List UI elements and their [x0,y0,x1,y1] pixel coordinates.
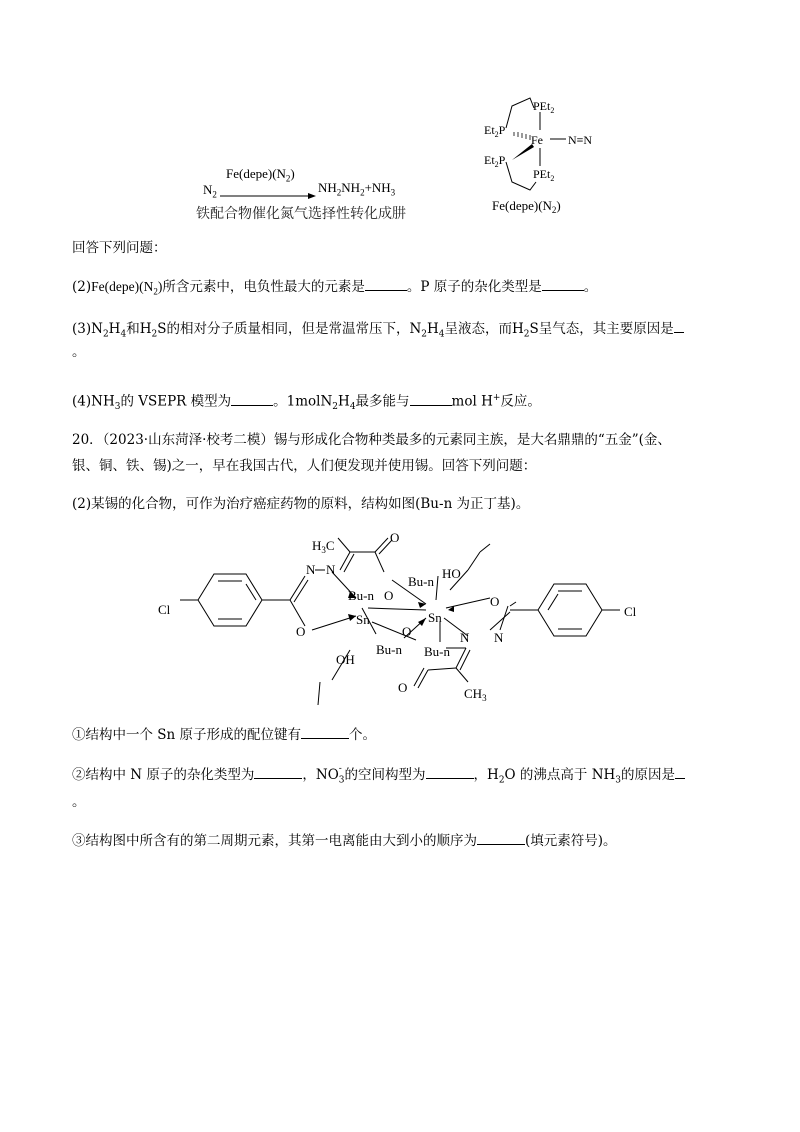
blank-2[interactable] [542,276,584,291]
n-atom-1: N [306,562,316,577]
et2p-upper: Et [484,123,495,137]
sn-atom-left: Sn [356,612,370,627]
svg-text:Fe(depe)(N2): $Fe(depe)(N_2)$ [492,198,561,215]
question-20-line2: 银、铜、铁、锡)之一，早在我国古代，人们便发现并使用锡。回答下列问题： [72,458,537,474]
blank-5[interactable] [410,391,452,406]
n-atom-2: N [326,562,336,577]
butyl-upper-left: Bu-n [348,588,374,603]
ethylene-bridge-top [506,98,534,128]
bridging-o-upper: O [384,588,394,603]
complex-caption: Fe(depe)(N [492,198,552,213]
n-atom-4: N [494,630,504,645]
item-3: ③结构图中所含有的第二周期元素，其第一电离能由大到小的顺序为 (填元素符号)。 [72,830,617,851]
sn-atom-right: Sn [428,610,442,625]
benzene-ring-left [198,574,262,626]
butyl-lower-right: Bu-n [424,644,450,659]
svg-text:CH3: $CH_3$ [464,686,487,703]
blank-8[interactable] [426,764,474,779]
pet2-top: PEt [533,99,551,113]
item-1: ①结构中一个 Sn 原子形成的配位键有 个。 [72,724,376,745]
reaction-scheme [196,160,426,230]
methyl-bottom: CH [464,686,483,701]
item-2: ②结构中 N 原子的杂化类型为 ，$NO_3$ - 的空间构型为 ，$H_2O$ 的沸点高于 $NH_3$的原因是 [72,764,685,791]
fe-atom: Fe [531,133,543,147]
blank-9[interactable] [675,764,685,779]
chloro-right: Cl [624,604,637,619]
n-atom-3: N [460,630,470,645]
scheme-caption: 铁配合物催化氮气选择性转化成肼 [196,206,406,222]
methyl-top: H [312,538,322,553]
o-atom-left: O [296,624,306,639]
chloro-left: Cl [158,602,171,617]
svg-text:PEt2: PEt$_2$ [533,99,555,115]
butyl-lower-left: Bu-n [376,642,402,657]
scheme-left: $N_2$ [203,182,217,200]
question-3-cont: 。 [72,344,86,360]
svg-text:PEt2: PEt$_2$ [533,167,555,183]
fe-complex-structure [478,90,618,220]
svg-text:H3C: $H_3C$ [312,538,335,555]
hashed-wedge [514,132,530,140]
blank-7[interactable] [254,764,302,779]
dinitrogen-ligand: N≡N [568,133,593,147]
scheme-reagent: $Fe(depe)(N_2)$ [226,166,295,184]
blank-4[interactable] [231,391,273,406]
item-2-cont: 。 [72,794,86,810]
blank-1[interactable] [365,276,407,291]
et2p-lower: Et [484,153,495,167]
hydroxyl-oh: OH [336,652,355,667]
ethylene-bridge-bottom [506,162,536,190]
pet2-bottom: PEt [533,167,551,181]
svg-text:Et2P: $Et_2P$ [484,123,506,139]
blank-3[interactable] [674,318,684,333]
carbonyl-o-top: O [390,530,400,545]
blank-6[interactable] [301,724,349,739]
sn-compound-structure [150,530,650,710]
o-atom-right: O [490,594,500,609]
arrow-icon [220,192,316,200]
benzene-ring-right [538,584,602,636]
hydroxyl-ho: HO [442,566,461,581]
question-3: $(3)N_2H_4$和$H_2S$的相对分子质量相同，但是常温常压下，$N_2H_4$呈液态，而$H_2S$呈气态，其主要原因是 [72,318,684,345]
svg-text:Et2P: $Et_2P$ [484,153,506,169]
intro-text: 回答下列问题： [72,240,167,256]
bridging-o-lower: O [402,624,412,639]
question-20-sub2: (2)某锡的化合物，可作为治疗癌症药物的原料，结构如图(Bu-n 为正丁基)。 [72,496,530,512]
question-4: $(4)NH_3$的 VSEPR 模型为 。$1molN_2H_4$最多能与 mol H+反应。 [72,388,541,417]
scheme-product: $NH_2NH_2+NH_3$ [318,180,396,198]
carbonyl-o-bottom: O [398,680,408,695]
butyl-upper-right: Bu-n [408,574,434,589]
scheme-arrow [220,185,316,204]
question-20-line1: 20．（2023·山东菏泽·校考二模）锡与形成化合物种类最多的元素同主族，是大名鼎鼎的“五金”(金、 [72,432,671,448]
question-2: $(2)Fe(depe)(N_2)$所含元素中，电负性最大的元素是 。P 原子的杂化类型是 。 [72,276,597,302]
blank-10[interactable] [477,830,525,845]
coordination-arrow [348,614,356,621]
